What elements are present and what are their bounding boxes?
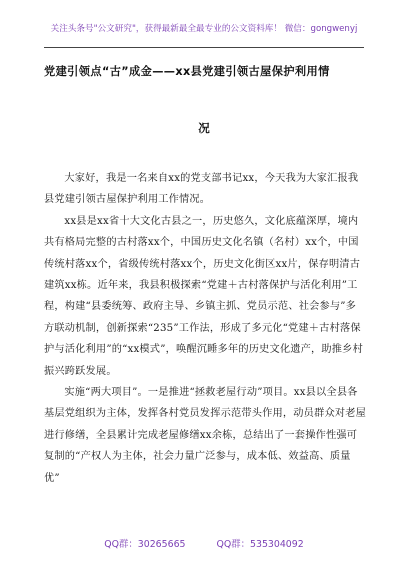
- header-note: 关注头条号"公文研究"，获得最新最全最专业的公文资料库！ 微信：gongwenyj: [50, 24, 358, 34]
- footer-qq-group-1: QQ群：30265665: [104, 539, 186, 550]
- paragraph-projects: 实施“两大项目”。一是推进“拯救老屋行动”项目。xx县以全县各基层党组织为主体，发挥各村党员发挥示范带头作用，动员群众对老屋进行修缮，全县累计完成老屋修缮xx余栋，总结出了一套操作性强可复制的“产权人为主体，社会力量广泛参与，成本低、效益高、质量优”: [44, 387, 367, 484]
- paragraph-intro: 大家好，我是一名来自xx的党支部书记xx，今天我为大家汇报我县党建引领古屋保护利用工作情况。: [44, 173, 359, 206]
- paragraph-background: xx县是xx省十大文化古县之一，历史悠久，文化底蕴深厚，境内共有格局完整的古村落xx个，中国历史文化名镇（名村）xx个，中国传统村落xx个，省级传统村落xx个，历史文化街区xx片，保存明清古建筑xx栋。近年来，我县积极探索“党建＋古村落保护与活化利用”工程，构建“县委统筹、政府主导、乡镇主抓、党员示范、社会参与”多方联动机制，创新探索“235”工作法，形成了多元化“党建＋古村落保护与活化利用”的“xx模式”，唤醒沉睡多年的历史文化遗产，助推乡村振兴跨跃发展。: [44, 215, 363, 377]
- footer-qq-group-2: QQ群：535304092: [216, 539, 304, 550]
- document-body: [44, 168, 366, 489]
- footer: [0, 536, 408, 550]
- document-title-continuation: 况: [198, 121, 210, 135]
- header-divider: [44, 47, 364, 48]
- document-title: 党建引领点“古”成金——xx县党建引领古屋保护利用情: [44, 65, 330, 78]
